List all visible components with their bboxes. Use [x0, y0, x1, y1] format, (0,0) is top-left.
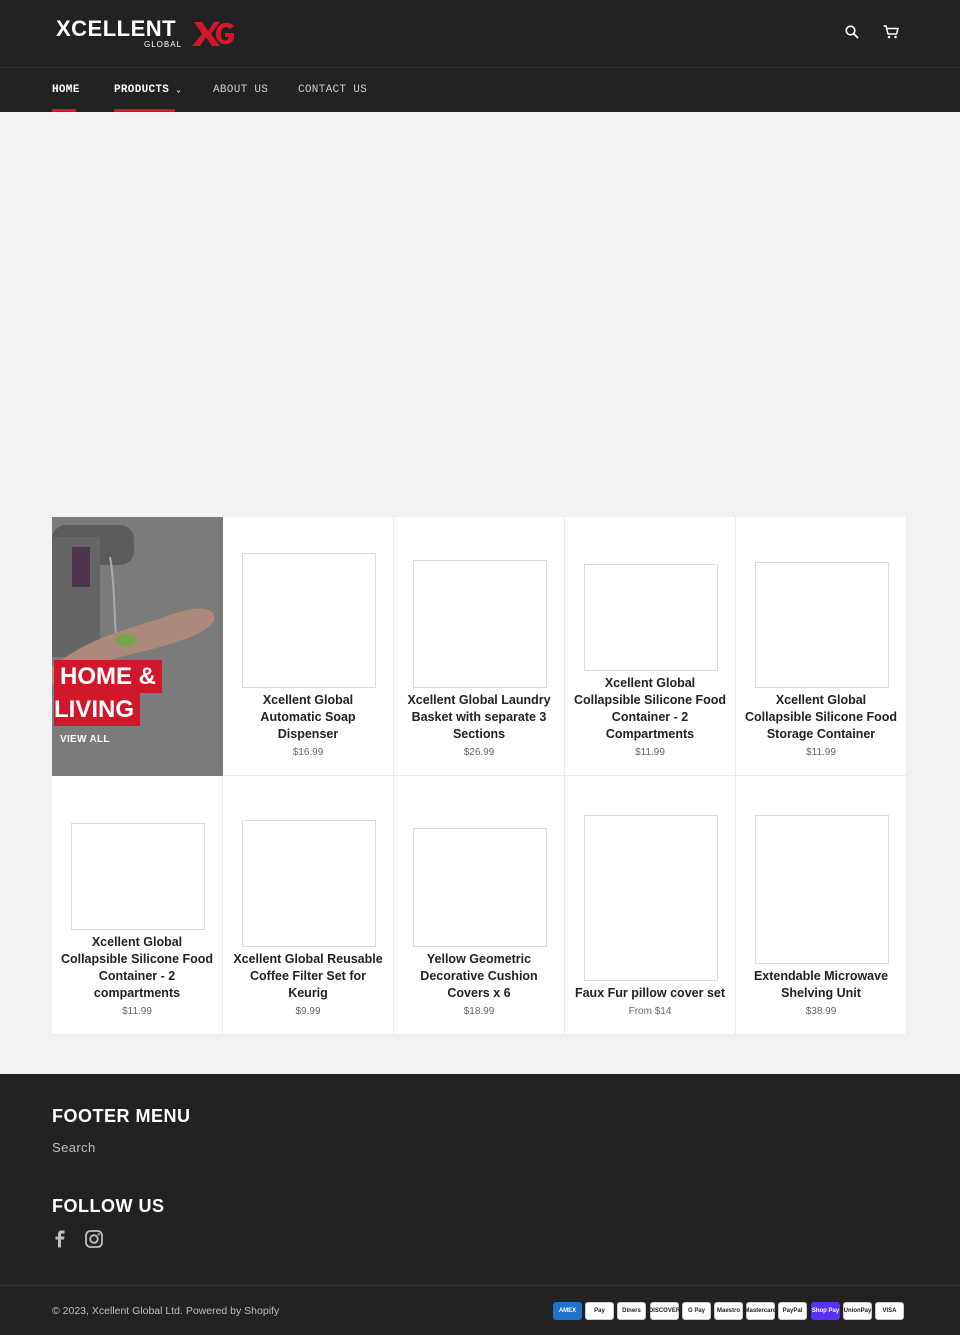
payment-name: Maestro: [716, 1308, 740, 1314]
nav-about[interactable]: ABOUT US: [213, 84, 269, 96]
footer-search-link[interactable]: Search: [52, 1140, 96, 1155]
product-title-line: Yellow Geometric: [426, 952, 532, 966]
payment-icon: [650, 1302, 679, 1320]
product-image[interactable]: [413, 828, 547, 947]
product-price: $11.99: [806, 747, 836, 758]
payment-icon: [714, 1302, 743, 1320]
product-image[interactable]: [755, 562, 889, 688]
product-image[interactable]: [242, 553, 376, 688]
product-title-line: Collapsible Silicone Food: [573, 693, 727, 707]
product-image[interactable]: [584, 815, 718, 981]
product-title-line: Dispenser: [277, 727, 339, 741]
product-card[interactable]: [565, 517, 736, 776]
product-title[interactable]: [400, 951, 558, 1002]
main-nav: [0, 68, 960, 112]
product-title-line: Xcellent Global: [775, 693, 867, 707]
product-title-line: Decorative Cushion: [420, 969, 538, 983]
product-title-line: Keurig: [288, 986, 328, 1000]
product-title-line: Compartments: [605, 727, 695, 741]
product-title[interactable]: [742, 968, 900, 1002]
product-title-line: Xcellent Global Reusable: [233, 952, 383, 966]
product-card[interactable]: [736, 776, 907, 1035]
nav-home[interactable]: HOME: [52, 84, 80, 96]
payment-name: Pay: [594, 1308, 605, 1314]
payment-name: PayPal: [782, 1308, 803, 1314]
product-title-line: Xcellent Global: [262, 693, 354, 707]
product-price: $16.99: [292, 747, 324, 758]
product-title-line: Xcellent Global: [604, 676, 696, 690]
product-title[interactable]: [229, 951, 387, 1002]
product-image[interactable]: [584, 564, 718, 671]
payment-icon: [843, 1302, 872, 1320]
product-card[interactable]: [736, 517, 907, 776]
product-price: $11.99: [122, 1006, 152, 1017]
feature-title-line2: LIVING: [54, 693, 140, 726]
payment-name: DISCOVER: [648, 1308, 681, 1314]
product-title[interactable]: [229, 692, 387, 743]
payment-icon: [682, 1302, 711, 1320]
product-price: $26.99: [463, 747, 495, 758]
product-title-line: Basket with separate 3: [411, 710, 547, 724]
product-image[interactable]: [413, 560, 547, 688]
product-image[interactable]: [71, 823, 205, 930]
logo-mark-icon: [192, 20, 236, 48]
product-title-line: Shelving Unit: [781, 986, 861, 1000]
nav-products-label: PRODUCTS: [114, 84, 170, 96]
search-icon[interactable]: [842, 22, 862, 42]
payment-icon: [875, 1302, 904, 1320]
product-title-line: Collapsible Silicone Food: [744, 710, 898, 724]
product-title-line: Xcellent Global Laundry: [407, 693, 551, 707]
instagram-icon[interactable]: [85, 1230, 103, 1253]
chevron-down-icon: ⌄: [176, 86, 182, 95]
payment-name: G Pay: [687, 1308, 705, 1314]
product-image[interactable]: [755, 815, 889, 964]
product-image[interactable]: [242, 820, 376, 947]
product-title-line: Covers x 6: [447, 986, 511, 1000]
collection-feature-card[interactable]: [52, 517, 223, 776]
product-title-line: Container - 2: [98, 969, 176, 983]
payment-icon: [778, 1302, 807, 1320]
product-card[interactable]: [394, 776, 565, 1035]
product-card[interactable]: [223, 776, 394, 1035]
product-title-line: Xcellent Global: [91, 935, 183, 949]
nav-contact[interactable]: CONTACT US: [298, 84, 368, 96]
footer-divider: [0, 1285, 960, 1286]
product-title[interactable]: [571, 675, 729, 743]
product-title[interactable]: [400, 692, 558, 743]
payment-icon: [746, 1302, 775, 1320]
product-card[interactable]: [565, 776, 736, 1035]
facebook-icon[interactable]: [54, 1230, 66, 1253]
product-title[interactable]: [571, 985, 729, 1002]
feature-title-line1: HOME &: [54, 660, 162, 693]
site-header: [0, 0, 960, 68]
product-price: $9.99: [295, 1006, 321, 1017]
site-logo[interactable]: [56, 16, 183, 49]
product-title[interactable]: [742, 692, 900, 743]
product-card[interactable]: [394, 517, 565, 776]
payment-name: AMEX: [558, 1308, 577, 1314]
site-footer: [0, 1074, 960, 1335]
product-title-line: Sections: [452, 727, 506, 741]
logo-wordmark: XCELLENT: [56, 16, 177, 41]
payment-name: VISA: [882, 1308, 897, 1314]
product-title[interactable]: [58, 934, 216, 1002]
collection-grid: [52, 517, 908, 1036]
payment-name: Diners: [622, 1308, 641, 1314]
product-title-line: Faux Fur pillow cover set: [574, 986, 726, 1000]
product-card[interactable]: [52, 776, 223, 1035]
product-title-line: compartments: [93, 986, 181, 1000]
product-card[interactable]: [223, 517, 394, 776]
footer-menu-heading: FOOTER MENU: [52, 1106, 191, 1126]
payment-icon: [585, 1302, 614, 1320]
hero-banner: [0, 112, 960, 517]
payment-name: Mastercard: [744, 1308, 777, 1314]
product-title-line: Automatic Soap: [260, 710, 356, 724]
product-title-line: Collapsible Silicone Food: [60, 952, 214, 966]
follow-us-heading: FOLLOW US: [52, 1196, 165, 1216]
product-price: $18.99: [463, 1006, 495, 1017]
product-price: $38.99: [805, 1006, 837, 1017]
cart-icon[interactable]: [881, 22, 901, 42]
nav-products[interactable]: [114, 68, 181, 112]
copyright-text: © 2023, Xcellent Global Ltd. Powered by Shopify: [52, 1305, 280, 1317]
payment-icon: [811, 1302, 840, 1320]
payment-icon: [617, 1302, 646, 1320]
payment-name: UnionPay: [843, 1308, 872, 1314]
logo-subtitle: GLOBAL: [144, 40, 183, 49]
payment-icon: [553, 1302, 582, 1320]
product-title-line: Storage Container: [766, 727, 876, 741]
view-all-link[interactable]: VIEW ALL: [60, 734, 110, 745]
product-title-line: Container - 2: [611, 710, 689, 724]
product-price: From $14: [628, 1006, 672, 1017]
payment-name: Shop Pay: [811, 1308, 840, 1314]
product-price: $11.99: [635, 747, 665, 758]
product-title-line: Extendable Microwave: [753, 969, 889, 983]
product-title-line: Coffee Filter Set for: [250, 969, 366, 983]
